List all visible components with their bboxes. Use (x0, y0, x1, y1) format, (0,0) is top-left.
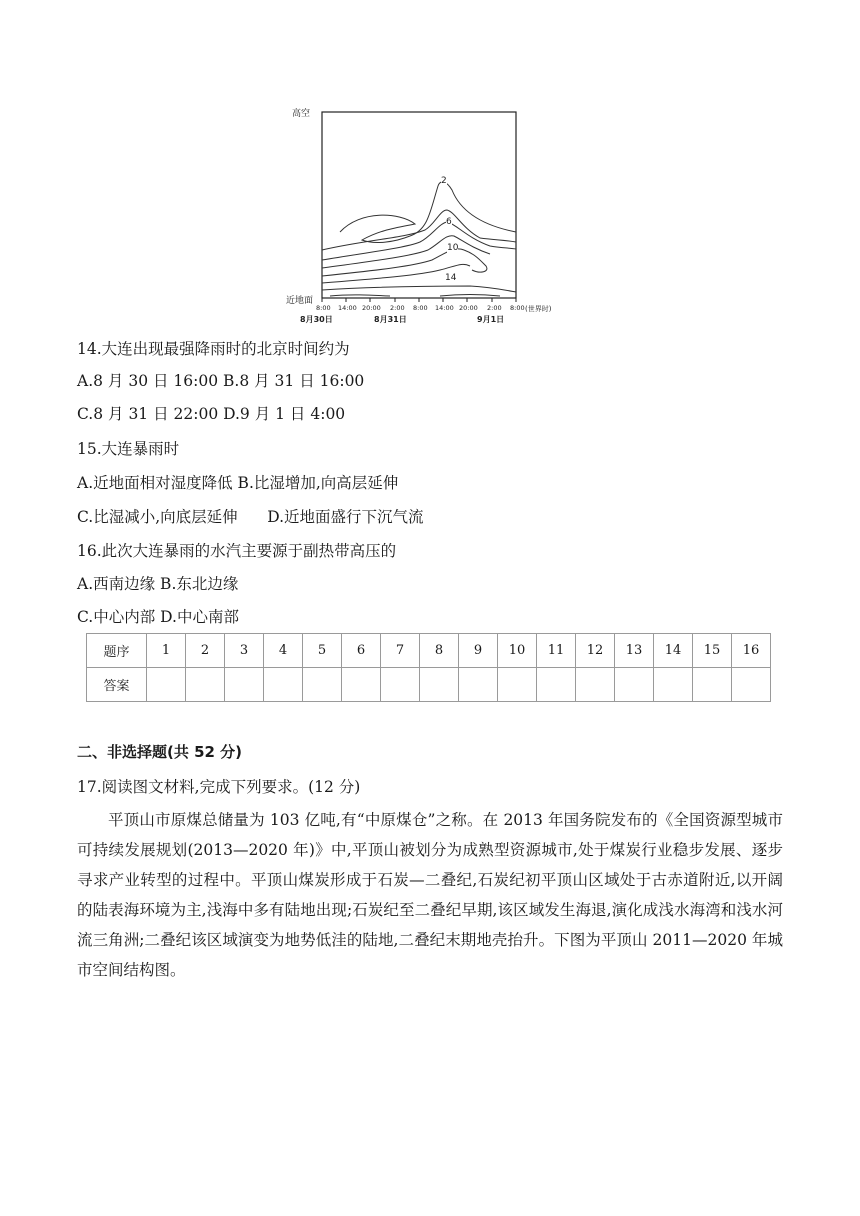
table-number-cell: 8 (420, 634, 459, 668)
x-tick-label: 8:00 (316, 304, 331, 312)
y-top-label: 高空 (292, 109, 311, 119)
x-tick-label: 14:00 (338, 304, 357, 312)
contour-line (330, 295, 390, 296)
answer-cell[interactable] (732, 668, 771, 702)
y-bottom-label: 近地面 (286, 296, 314, 306)
x-tick-label: 20:00 (459, 304, 478, 312)
q16-stem: 16.此次大连暴雨的水汽主要源于副热带高压的 (77, 542, 397, 560)
date-label: 8月31日 (374, 315, 407, 324)
answer-cell[interactable] (420, 668, 459, 702)
contour-line (322, 236, 490, 268)
x-tick-label: 2:00 (487, 304, 502, 312)
x-tick-label: 8:00 (510, 304, 525, 312)
answer-table-number-row (87, 634, 771, 668)
contour-label: 14 (445, 273, 457, 283)
q15-options-row1: A.近地面相对湿度降低 B.比湿增加,向高层延伸 (77, 474, 399, 492)
q16-options-row1: A.西南边缘 B.东北边缘 (77, 575, 239, 593)
section-heading: 二、非选择题(共 52 分) (77, 743, 243, 761)
q14-options-row2: C.8 月 31 日 22:00 D.9 月 1 日 4:00 (77, 405, 346, 423)
q17-stem: 17.阅读图文材料,完成下列要求。(12 分) (77, 778, 361, 796)
x-unit-label: (世界时) (525, 305, 552, 313)
answer-cell[interactable] (147, 668, 186, 702)
answer-cell[interactable] (498, 668, 537, 702)
answer-cell[interactable] (264, 668, 303, 702)
table-number-cell: 7 (381, 634, 420, 668)
contour-label: 10 (447, 243, 459, 253)
q15-stem: 15.大连暴雨时 (77, 440, 180, 458)
answer-cell[interactable] (537, 668, 576, 702)
table-number-cell: 6 (342, 634, 381, 668)
table-number-cell: 15 (693, 634, 732, 668)
humidity-contour-figure (286, 100, 580, 330)
contour-label: 2 (441, 176, 447, 186)
table-number-cell: 9 (459, 634, 498, 668)
table-number-cell: 5 (303, 634, 342, 668)
table-number-cell: 2 (186, 634, 225, 668)
q14-stem: 14.大连出现最强降雨时的北京时间约为 (77, 340, 350, 358)
answer-cell[interactable] (654, 668, 693, 702)
contour-label: 6 (446, 217, 452, 227)
answer-cell[interactable] (576, 668, 615, 702)
x-tick-label: 2:00 (390, 304, 405, 312)
contour-line (340, 182, 516, 243)
contour-line (322, 249, 487, 276)
answer-cell[interactable] (381, 668, 420, 702)
contour-line (322, 210, 516, 250)
q16-options-row2: C.中心内部 D.中心南部 (77, 608, 239, 626)
table-number-cell: 3 (225, 634, 264, 668)
x-tick-label: 20:00 (362, 304, 381, 312)
contour-plot (290, 100, 580, 330)
q17-material-paragraph: 平顶山市原煤总储量为 103 亿吨,有“中原煤仓”之称。在 2013 年国务院发布的《全国资源型城市可持续发展规划(2013—2020 年)》中,平顶山被划分为成熟型资源城市,处于煤炭行业稳步发展、逐步寻求产业转型的过程中。平顶山煤炭形成于石炭—二叠纪,石炭纪初平顶山区域处于古赤道附近,以开阔的陆表海环境为主,浅海中多有陆地出现;石炭纪至二叠纪早期,该区域发生海退,演化成浅水海湾和浅水河流三角洲;二叠纪该区域演变为地势低洼的陆地,二叠纪末期地壳抬升。下图为平顶山 2011—2020 年城市空间结构图。 (77, 811, 783, 979)
answer-cell[interactable] (342, 668, 381, 702)
x-tick-label: 8:00 (413, 304, 428, 312)
contour-line (322, 222, 516, 260)
answer-cell[interactable] (615, 668, 654, 702)
table-number-cell: 10 (498, 634, 537, 668)
q14-options-row1: A.8 月 30 日 16:00 B.8 月 31 日 16:00 (77, 372, 365, 390)
answer-cell[interactable] (186, 668, 225, 702)
table-number-cell: 12 (576, 634, 615, 668)
answer-cell[interactable] (303, 668, 342, 702)
date-label: 8月30日 (300, 315, 333, 324)
answer-cell[interactable] (459, 668, 498, 702)
answer-cell[interactable] (693, 668, 732, 702)
q15-options-row2: C.比湿减小,向底层延伸 D.近地面盛行下沉气流 (77, 508, 424, 526)
answer-table (86, 633, 771, 702)
table-number-cell: 4 (264, 634, 303, 668)
contour-line (322, 286, 516, 292)
contour-line (440, 295, 500, 297)
table-number-cell: 13 (615, 634, 654, 668)
table-number-cell: 11 (537, 634, 576, 668)
table-number-cell: 1 (147, 634, 186, 668)
date-label: 9月1日 (477, 315, 505, 324)
x-tick-label: 14:00 (435, 304, 454, 312)
answer-cell[interactable] (225, 668, 264, 702)
table-head-cell: 答案 (87, 668, 147, 702)
table-number-cell: 16 (732, 634, 771, 668)
answer-table-answer-row (87, 668, 771, 702)
table-number-cell: 14 (654, 634, 693, 668)
table-head-cell: 题序 (87, 634, 147, 668)
